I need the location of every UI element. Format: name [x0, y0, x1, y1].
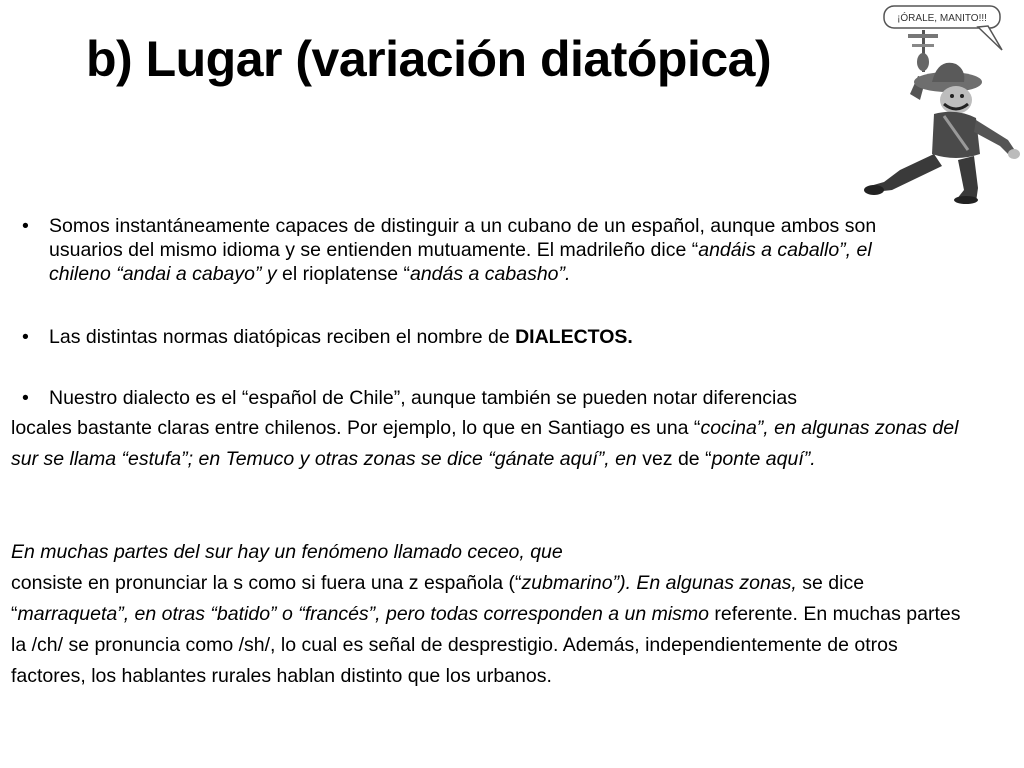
mexican-character-illustration [860, 4, 1024, 204]
paragraph-local-differences [11, 413, 961, 475]
paragraph-text-italic: ponte aquí”. [711, 448, 816, 470]
bullet-text: el rioplatense “ [276, 263, 410, 285]
bullet-dialectos [11, 325, 931, 349]
slide-title: b) Lugar (variación diatópica) [86, 31, 772, 87]
speech-bubble-text: ¡ÓRALE, MANITO!!! [897, 13, 987, 24]
paragraph-text: vez de “ [636, 448, 712, 470]
bullet-marker: • [22, 326, 29, 348]
paragraph-text-italic: marraqueta”, en otras “batido” o “francés”, pero todas corresponden a un mismo [17, 603, 710, 625]
paragraph-text-italic: En muchas partes del sur hay un fenómeno llamado ceceo, que [11, 541, 563, 563]
paragraph-text-italic: zubmarino”). En algunas zonas, [521, 572, 797, 594]
paragraph-text: se dice “ [11, 572, 865, 625]
bullet-text: Nuestro dialecto es el “español de Chile”, aunque también se pueden notar diferencias [49, 387, 797, 409]
paragraph-text-italic: cocina”, en algunas zonas del sur se llama “ [11, 417, 959, 470]
bullet-text: Las distintas normas diatópicas reciben el nombre de [49, 326, 516, 348]
bullet-text-bold: DIALECTOS. [515, 326, 633, 348]
bullet-text-italic: andás a cabasho”. [409, 263, 571, 285]
bullet-chile-dialect [11, 386, 1001, 410]
bullet-text-italic: andáis a caballo”, el chileno “andai a cabayo” y [49, 239, 872, 285]
paragraph-ceceo [11, 537, 961, 692]
paragraph-text: consiste en pronunciar la s como si fuera una z española (“ [11, 572, 522, 594]
paragraph-text-italic: estufa”; en Temuco y otras zonas se dice “gánate aquí”, en [128, 448, 637, 470]
bullet-marker: • [22, 387, 29, 409]
paragraph-text: referente. En muchas partes la /ch/ se pronuncia como /sh/, lo cual es señal de desprestigio. Además, independientemente de otros factores, los hablantes rurales hablan distinto que los urbanos. [11, 603, 961, 687]
bullet-marker: • [22, 215, 29, 237]
paragraph-text: locales bastante claras entre chilenos. Por ejemplo, lo que en Santiago es una “ [11, 417, 701, 439]
bullet-text: Somos instantáneamente capaces de distinguir a un cubano de un español, aunque ambos son usuarios del mismo idioma y se entienden mutuamente. El madrileño dice “ [49, 215, 877, 261]
bullet-dialect-examples [11, 214, 931, 286]
